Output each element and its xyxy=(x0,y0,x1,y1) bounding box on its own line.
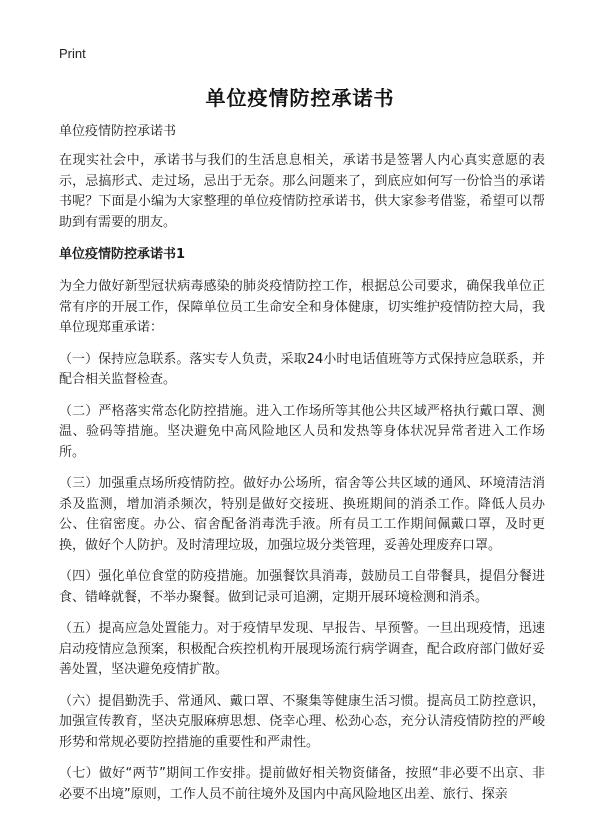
commitment-item-7: （七）做好“两节”期间工作安排。提前做好相关物资储备，按照“非必要不出京、非必要不出境”原则，工作人员不前往境外及国内中高风险地区出差、旅行、探亲 xyxy=(59,766,545,802)
document-subtitle: 单位疫情防控承诺书 xyxy=(59,124,177,139)
section-heading: 单位疫情防控承诺书1 xyxy=(59,247,186,262)
section-intro-paragraph: 为全力做好新型冠状病毒感染的肺炎疫情防控工作，根据总公司要求，确保我单位正常有序的开展工作，保障单位员工生命安全和身体健康，切实维护疫情防控大局，我单位现郑重承诺： xyxy=(59,279,545,335)
intro-paragraph: 在现实社会中，承诺书与我们的生活息息相关，承诺书是签署人内心真实意愿的表示，忌搞形式、走过场，忌出于无奈。那么问题来了，到底应如何写一份恰当的承诺书呢？下面是小编为大家整理的单位疫情防控承诺书，供大家参考借鉴，希望可以帮助到有需要的朋友。 xyxy=(59,153,545,230)
commitment-item-6: （六）提倡勤洗手、常通风、戴口罩、不聚集等健康生活习惯。提高员工防控意识，加强宣传教育，坚决克服麻痹思想、侥幸心理、松劲心态，充分认清疫情防控的严峻形势和常规必要防控措施的重要性和严肃性。 xyxy=(59,693,545,750)
commitment-item-2: （二）严格落实常态化防控措施。进入工作场所等其他公共区域严格执行戴口罩、测温、验码等措施。坚决避免中高风险地区人员和发热等身体状况异常者进入工作场所。 xyxy=(59,403,545,460)
commitment-item-3: （三）加强重点场所疫情防控。做好办公场所，宿舍等公共区域的通风、环境清洁消杀及监测，增加消杀频次，特别是做好交接班、换班期间的消杀工作。降低人员办公、住宿密度。办公、宿舍配备消毒洗手液。所有员工工作期间佩戴口罩，及时更换，做好个人防护。及时清理垃圾，加强垃圾分类管理，妥善处理废弃口罩。 xyxy=(59,476,545,553)
commitment-item-5: （五）提高应急处置能力。对于疫情早发现、早报告、早预警。一旦出现疫情，迅速启动疫情应急预案，积极配合疾控机构开展现场流行病学调查，配合政府部门做好妥善处置，坚决避免疫情扩散。 xyxy=(59,621,545,677)
commitment-item-4: （四）强化单位食堂的防疫措施。加强餐饮具消毒，鼓励员工自带餐具，提倡分餐进食、错峰就餐，不举办聚餐。做到记录可追溯，定期开展环境检测和消杀。 xyxy=(59,569,545,605)
page-title: 单位疫情防控承诺书 xyxy=(205,86,395,110)
commitment-item-1: （一）保持应急联系。落实专人负责，采取24小时电话值班等方式保持应急联系，并配合相关监督检查。 xyxy=(59,351,545,387)
print-link[interactable]: Print xyxy=(59,46,86,61)
document-body xyxy=(59,121,545,816)
